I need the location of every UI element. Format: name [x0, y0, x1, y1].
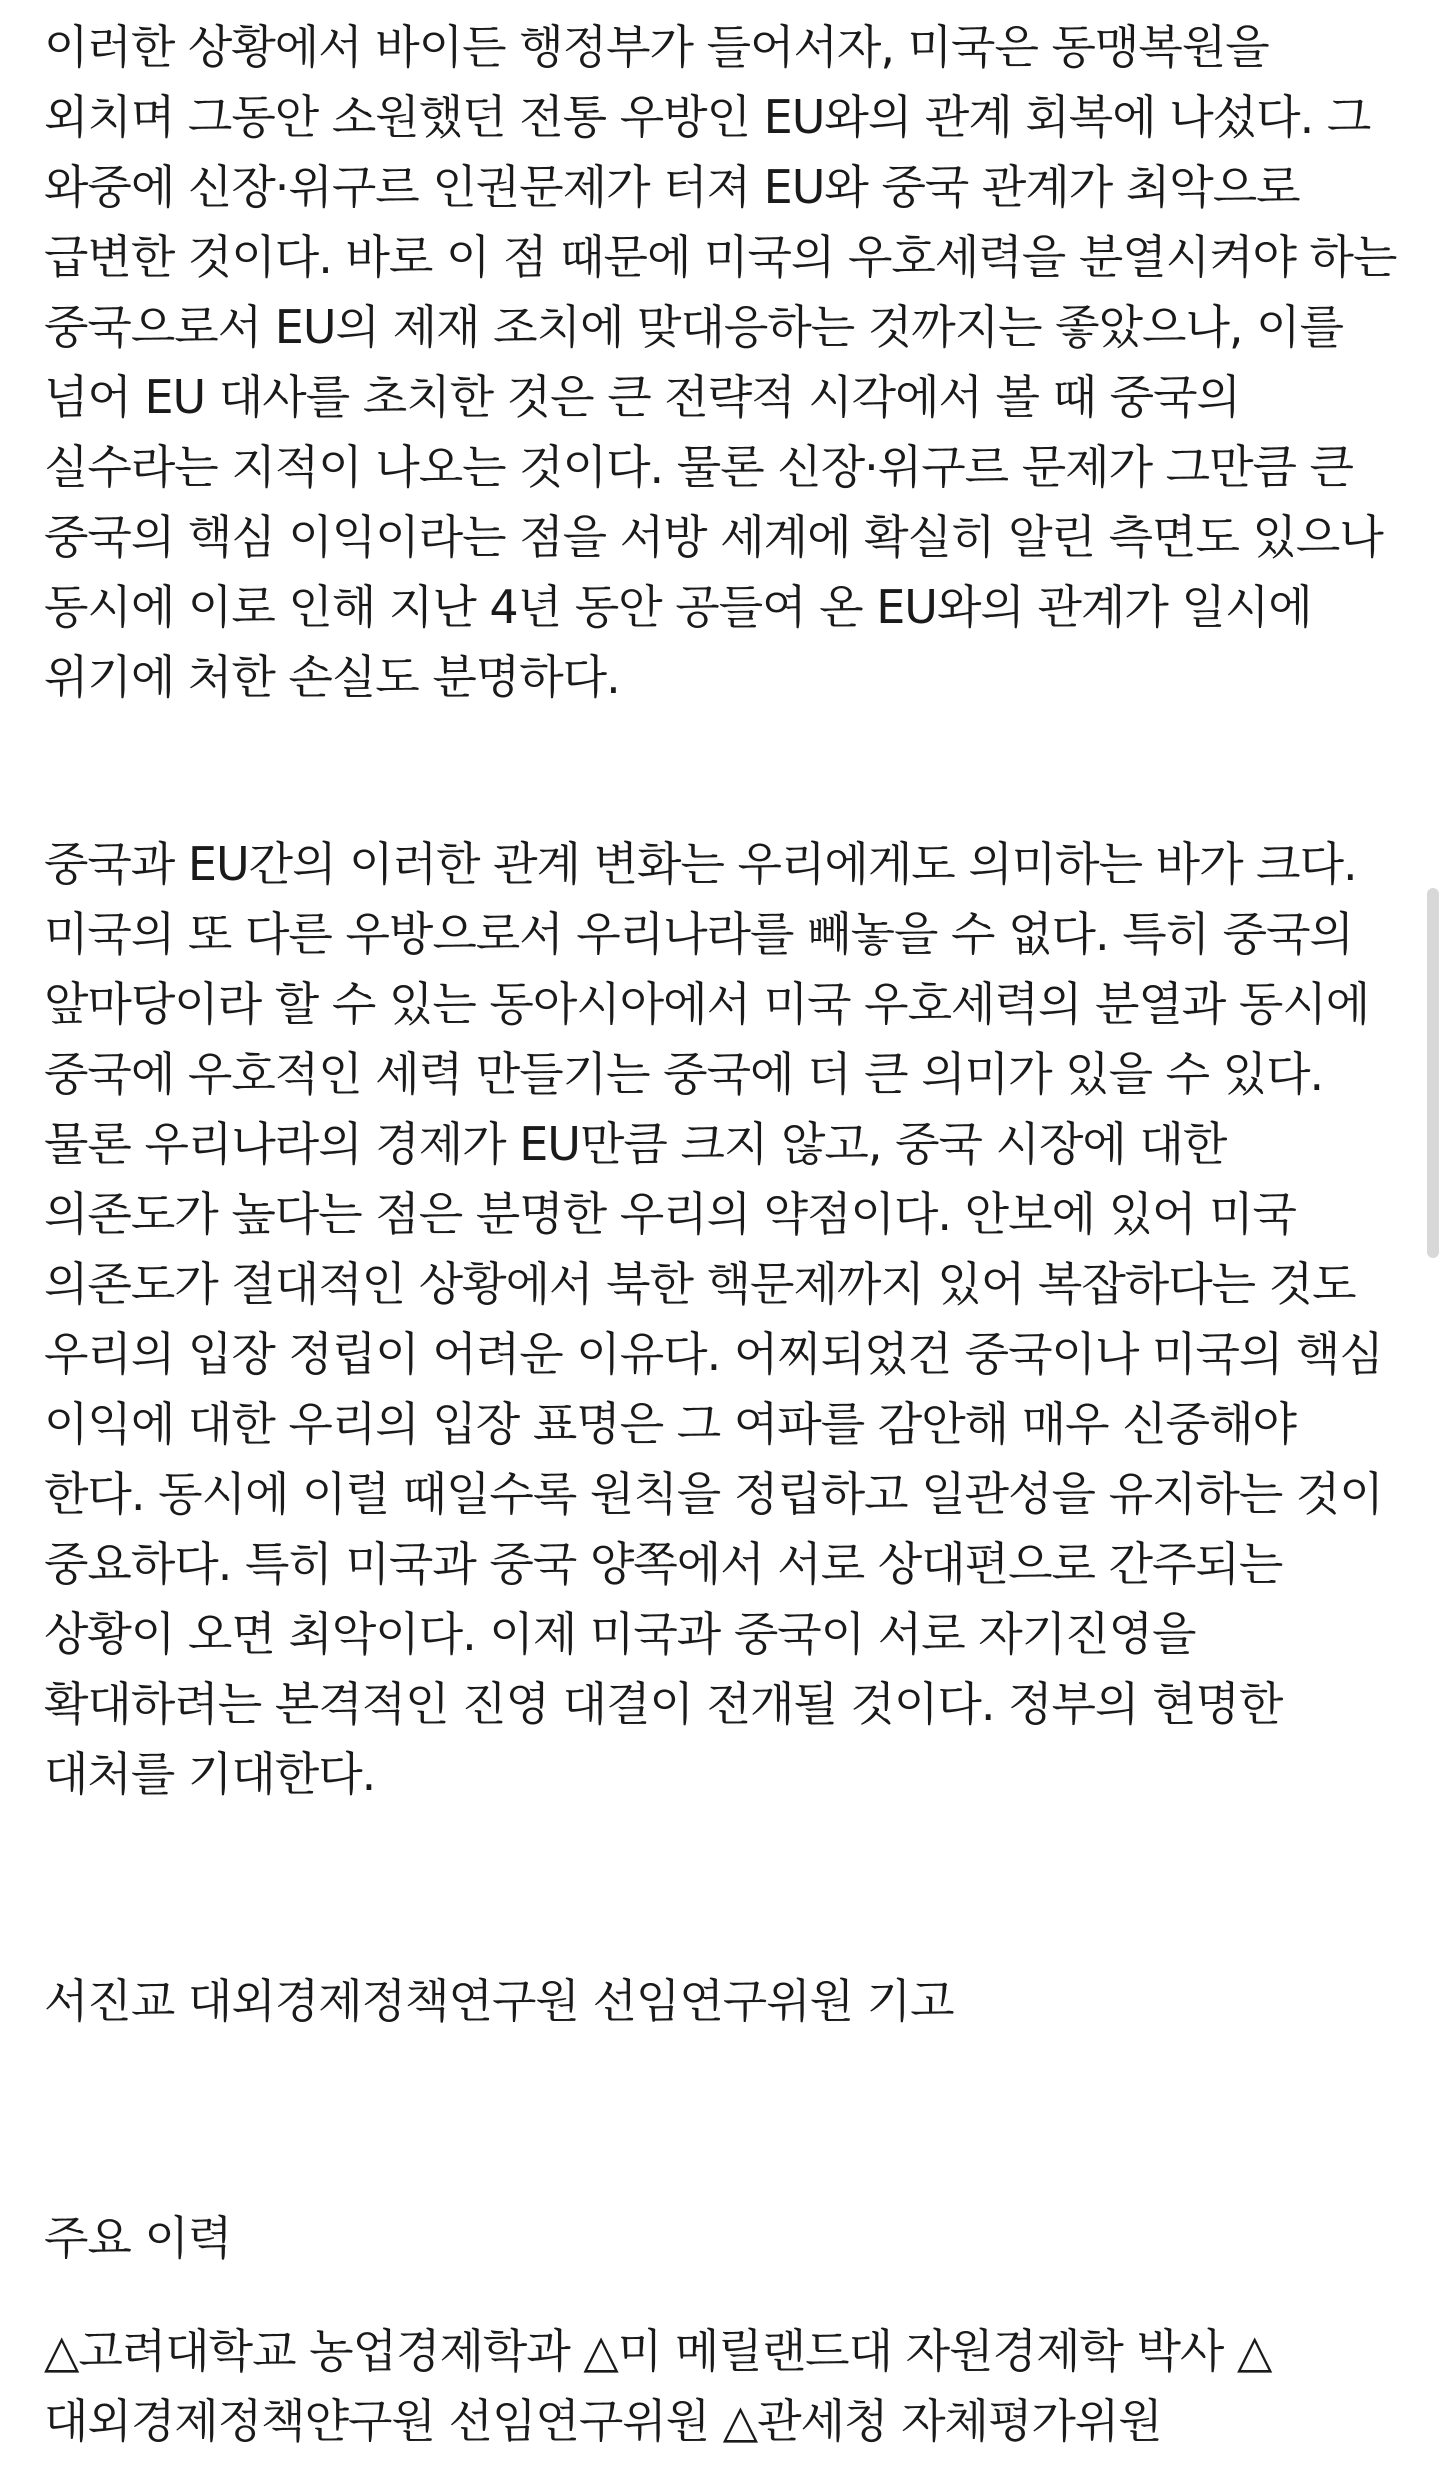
career-heading: 주요 이력	[44, 2211, 232, 2265]
author-byline: 서진교 대외경제정책연구원 선임연구위원 기고	[44, 1974, 954, 2028]
career-list: △고려대학교 농업경제학과 △미 메릴랜드대 자원경제학 박사 △대외경제정책얀구원 선임연구위원 △관세청 자체평가위원	[44, 2324, 1272, 2448]
article-paragraph-1: 이러한 상황에서 바이든 행정부가 들어서자, 미국은 동맹복원을 외치며 그동안 소원했던 전통 우방인 EU와의 관계 회복에 나섰다. 그 와중에 신장·위구르 인권문제가 터져 EU와 중국 관계가 최악으로 급변한 것이다. 바로 이 점 때문에 미국의 우호세력을 분열시켜야 하는 중국으로서 EU의 제재 조치에 맞대응하는 것까지는 좋았으나, 이를 넘어 EU 대사를 초치한 것은 큰 전략적 시각에서 볼 때 중국의 실수라는 지적이 나오는 것이다. 물론 신장·위구르 문제가 그만큼 큰 중국의 핵심 이익이라는 점을 서방 세계에 확실히 알린 측면도 있으나 동시에 이로 인해 지난 4년 동안 공들여 온 EU와의 관계가 일시에 위기에 처한 손실도 분명하다.	[44, 20, 1397, 704]
article-body	[44, 12, 1410, 2456]
article-paragraph-2: 중국과 EU간의 이러한 관계 변화는 우리에게도 의미하는 바가 크다. 미국의 또 다른 우방으로서 우리나라를 빼놓을 수 없다. 특히 중국의 앞마당이라 할 수 있는 동아시아에서 미국 우호세력의 분열과 동시에 중국에 우호적인 세력 만들기는 중국에 더 큰 의미가 있을 수 있다. 물론 우리나라의 경제가 EU만큼 크지 않고, 중국 시장에 대한 의존도가 높다는 점은 분명한 우리의 약점이다. 안보에 있어 미국 의존도가 절대적인 상황에서 북한 핵문제까지 있어 복잡하다는 것도 우리의 입장 정립이 어려운 이유다. 어찌되었건 중국이나 미국의 핵심 이익에 대한 우리의 입장 표명은 그 여파를 감안해 매우 신중해야 한다. 동시에 이럴 때일수록 원칙을 정립하고 일관성을 유지하는 것이 중요하다. 특히 미국과 중국 양쪽에서 서로 상대편으로 간주되는 상황이 오면 최악이다. 이제 미국과 중국이 서로 자기진영을 확대하려는 본격적인 진영 대결이 전개될 것이다. 정부의 현명한 대처를 기대한다.	[44, 837, 1383, 1801]
scrollbar-thumb[interactable]	[1427, 888, 1439, 1258]
